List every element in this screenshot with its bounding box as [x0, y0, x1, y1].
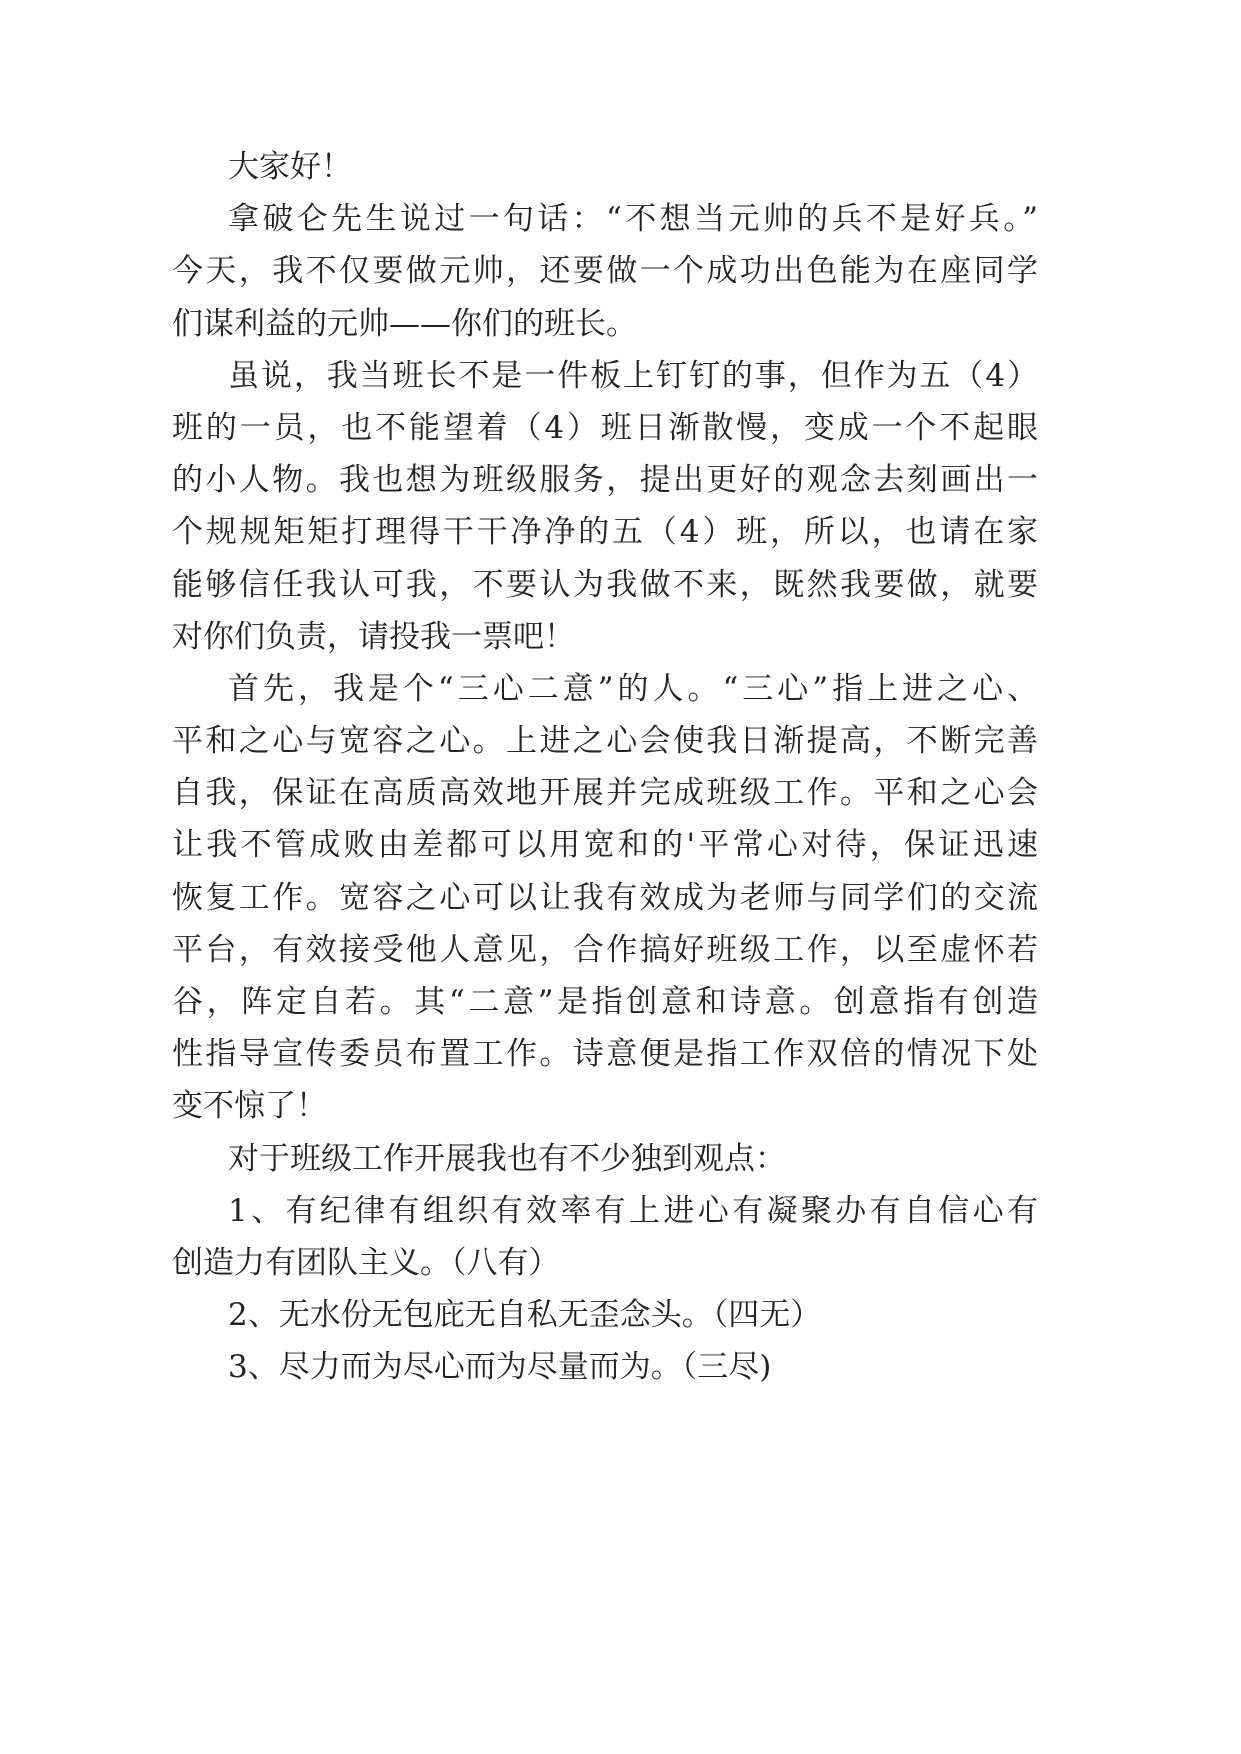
text-line: 们谋利益的元帅——你们的班长。: [172, 305, 637, 342]
text-line: 的小人物。我也想为班级服务，提出更好的观念去刻画出一: [172, 462, 1038, 499]
text-line: 创造力有团队主义。（八有）: [172, 1244, 560, 1281]
paragraph-greeting: [172, 141, 1038, 193]
list-item-1: [172, 1185, 1038, 1289]
paragraph-qualities: [172, 663, 1038, 1133]
text-line: 平和之心与宽容之心。上进之心会使我日渐提高，不断完善: [172, 723, 1038, 760]
text-line: 班的一员，也不能望着（4）班日渐散慢，变成一个不起眼: [172, 409, 1038, 446]
text-line: 拿破仑先生说过一句话：“不想当元帅的兵不是好兵。”: [228, 201, 1038, 238]
text-line: 自我，保证在高质高效地开展并完成班级工作。平和之心会: [172, 775, 1038, 812]
paragraph-intro: [172, 193, 1038, 350]
text-line: 首先，我是个“三心二意”的人。“三心”指上进之心、: [228, 670, 1038, 707]
text-line: 能够信任我认可我，不要认为我做不来，既然我要做，就要: [172, 566, 1038, 603]
text-line: 2、无水份无包庇无自私无歪念头。（四无）: [228, 1297, 822, 1334]
text-line: 3、尽力而为尽心而为尽量而为。（三尽): [228, 1349, 772, 1386]
text-line: 变不惊了！: [172, 1088, 327, 1125]
text-line: 性指导宣传委员布置工作。诗意便是指工作双倍的情况下处: [172, 1036, 1038, 1073]
text-line: 对你们负责，请投我一票吧！: [172, 618, 575, 655]
document-body: [172, 141, 1038, 1394]
paragraph-reason: [172, 350, 1038, 663]
text-line: 平台，有效接受他人意见，合作搞好班级工作，以至虚怀若: [172, 931, 1038, 968]
list-item-3: [172, 1341, 1038, 1393]
text-line: 虽说，我当班长不是一件板上钉钉的事，但作为五（4）: [228, 357, 1038, 394]
text-line: 个规规矩矩打理得干干净净的五（4）班，所以，也请在家: [172, 514, 1038, 551]
text-line: 大家好！: [228, 149, 352, 185]
text-line: 谷，阵定自若。其“二意”是指创意和诗意。创意指有创造: [172, 984, 1038, 1020]
text-line: 让我不管成败由差都可以用宽和的'平常心对待，保证迅速: [172, 827, 1038, 864]
text-line: 对于班级工作开展我也有不少独到观点：: [228, 1140, 786, 1177]
text-line: 今天，我不仅要做元帅，还要做一个成功出色能为在座同学: [172, 253, 1038, 290]
paragraph-views-heading: [172, 1133, 1038, 1185]
text-line: 恢复工作。宽容之心可以让我有效成为老师与同学们的交流: [172, 879, 1038, 916]
list-item-2: [172, 1289, 1038, 1341]
text-line: 1、有纪律有组织有效率有上进心有凝聚办有自信心有: [228, 1192, 1038, 1229]
